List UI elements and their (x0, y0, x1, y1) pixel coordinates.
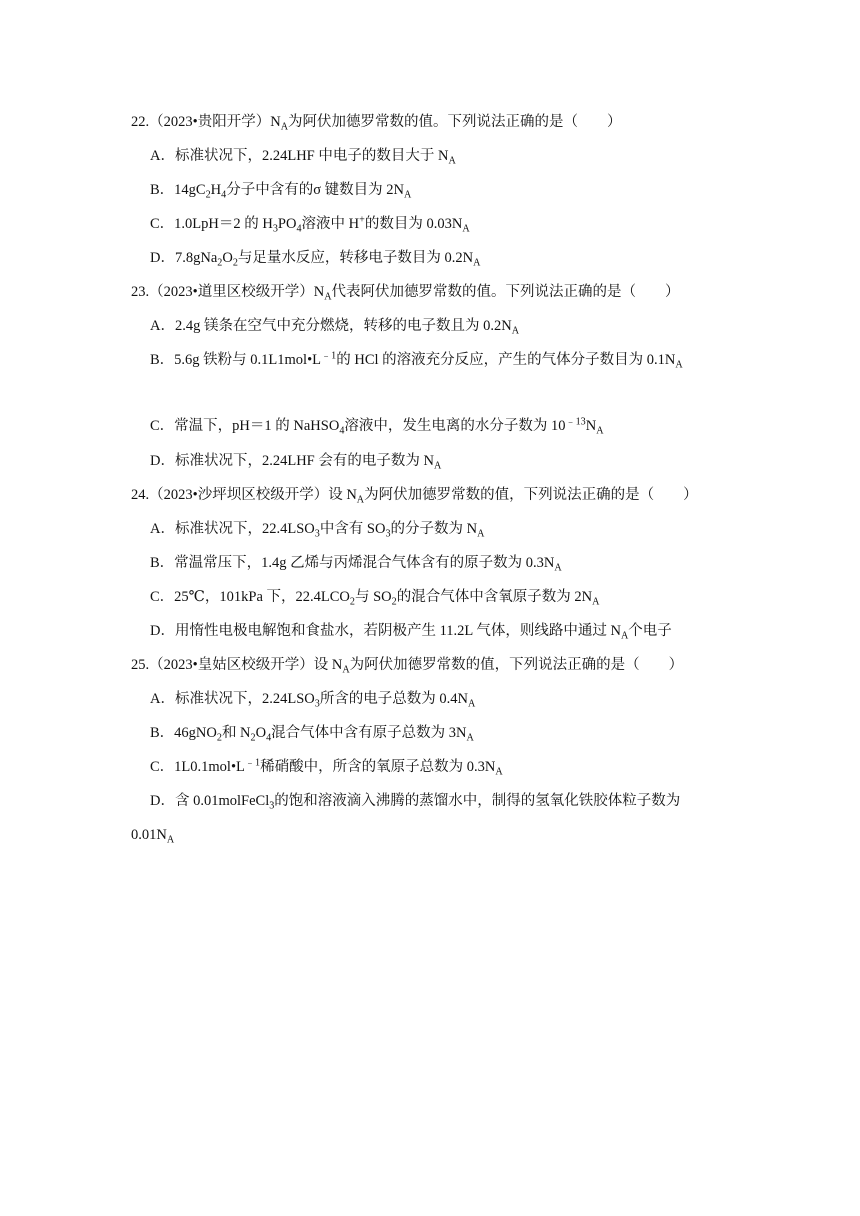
answer-option (150, 350, 683, 370)
text-run: O (222, 250, 233, 266)
answer-option (150, 791, 680, 811)
subscript: 3 (272, 223, 278, 235)
question-stem (131, 655, 683, 675)
text-run: 溶液中，发生电离的水分子数为 10 (344, 418, 566, 434)
subscript: A (620, 630, 629, 642)
text-run: A．2.4g 镁条在空气中充分燃烧，转移的电子数且为 0.2N (150, 318, 512, 334)
text-run: 23.（2023•道里区校级开学）N (131, 284, 325, 300)
text-run: 24.（2023•沙坪坝区校级开学）设 N (131, 487, 357, 503)
subscript: 3 (314, 698, 320, 710)
subscript: 3 (385, 528, 391, 540)
text-run: 的数目为 0.03N (364, 216, 463, 232)
superscript: ﹣1 (244, 757, 261, 769)
answer-option (150, 553, 562, 573)
text-run: 混合气体中含有原子总数为 3N (271, 725, 467, 741)
answer-option (150, 146, 456, 166)
text-run: 的混合气体中含氧原子数为 2N (396, 589, 593, 605)
subscript: 4 (339, 425, 345, 437)
answer-option (150, 757, 503, 777)
text-run: A．标准状况下，22.4LSO (150, 521, 315, 537)
text-run: N (585, 418, 597, 434)
subscript: 2 (205, 189, 211, 201)
subscript: A (592, 596, 600, 608)
question-stem (131, 282, 680, 302)
answer-option (150, 689, 475, 709)
subscript: A (462, 223, 470, 235)
text-run: C．1.0LpH＝2 的 H (150, 216, 273, 232)
subscript: 2 (217, 257, 223, 269)
answer-option (150, 416, 604, 436)
text-run: O (255, 725, 267, 741)
subscript: 4 (296, 223, 302, 235)
text-run: H (210, 182, 222, 198)
text-run: 个电子 (628, 623, 672, 639)
subscript: A (342, 664, 350, 676)
subscript: A (554, 562, 562, 574)
superscript: ﹣1 (321, 350, 337, 362)
text-run: B．5.6g 铁粉与 0.1L1mol•L (150, 352, 322, 368)
text-run: 的饱和溶液滴入沸腾的蒸馏水中，制得的氢氧化铁胶体粒子数为 (274, 793, 681, 809)
answer-option (150, 316, 519, 336)
subscript: A (511, 325, 520, 337)
subscript: 2 (391, 596, 397, 608)
subscript: 3 (269, 800, 275, 812)
subscript: A (477, 528, 485, 540)
answer-option (150, 587, 599, 607)
text-run: PO (277, 216, 297, 232)
text-run: 所含的电子总数为 0.4N (319, 691, 469, 707)
answer-option (150, 451, 441, 471)
superscript: + (359, 214, 365, 226)
text-run: 和 N (221, 725, 251, 741)
option-continuation (131, 825, 174, 845)
subscript: A (495, 766, 503, 778)
text-run: A．标准状况下，2.24LHF 中电子的数目大于 N (150, 148, 449, 164)
text-run: D．用惰性电极电解饱和食盐水，若阴极产生 11.2L 气体，则线路中通过 N (150, 623, 621, 639)
subscript: A (468, 698, 476, 710)
answer-option (150, 621, 672, 641)
subscript: A (280, 121, 288, 133)
text-run: 为阿伏加德罗常数的值，下列说法正确的是（ ） (364, 487, 698, 503)
text-run: D．含 0.01molFeCl (150, 793, 270, 809)
text-run: 22.（2023•贵阳开学）N (131, 114, 281, 130)
subscript: A (473, 257, 481, 269)
text-run: 中含有 SO (319, 521, 386, 537)
text-run: C．1L0.1mol•L (150, 759, 245, 775)
answer-option (150, 214, 470, 234)
text-run: A．标准状况下，2.24LSO (150, 691, 315, 707)
text-run: B．46gNO (150, 725, 217, 741)
text-run: D．标准状况下，2.24LHF 会有的电子数为 N (150, 453, 434, 469)
question-stem (131, 485, 698, 505)
subscript: A (324, 291, 332, 303)
text-run: C．25℃，101kPa 下，22.4LCO (150, 589, 350, 605)
subscript: 2 (250, 732, 256, 744)
subscript: A (596, 425, 604, 437)
answer-option (150, 519, 484, 539)
subscript: A (404, 189, 412, 201)
text-run: 25.（2023•皇姑区校级开学）设 N (131, 657, 343, 673)
superscript: ﹣13 (565, 416, 586, 428)
text-run: 0.01N (131, 827, 167, 843)
subscript: A (448, 155, 456, 167)
question-stem (131, 112, 622, 132)
subscript: 3 (314, 528, 320, 540)
subscript: 2 (232, 257, 238, 269)
text-run: 代表阿伏加德罗常数的值。下列说法正确的是（ ） (331, 284, 680, 300)
text-run: D．7.8gNa (150, 250, 218, 266)
subscript: A (356, 494, 365, 506)
text-run: 溶液中 H (301, 216, 360, 232)
answer-option (150, 723, 474, 743)
text-run: 稀硝酸中，所含的氧原子总数为 0.3N (260, 759, 496, 775)
text-run: 为阿伏加德罗常数的值，下列说法正确的是（ ） (349, 657, 684, 673)
answer-option (150, 180, 411, 200)
subscript: 2 (349, 596, 355, 608)
subscript: 2 (216, 732, 222, 744)
subscript: A (166, 834, 175, 846)
text-run: B．常温常压下，1.4g 乙烯与丙烯混合气体含有的原子数为 0.3N (150, 555, 555, 571)
subscript: A (675, 359, 683, 371)
answer-option (150, 248, 480, 268)
text-run: 为阿伏加德罗常数的值。下列说法正确的是（ ） (288, 114, 622, 130)
subscript: A (433, 460, 442, 472)
text-run: 的分子数为 N (390, 521, 478, 537)
text-run: C．常温下，pH＝1 的 NaHSO (150, 418, 340, 434)
text-run: 与 SO (354, 589, 392, 605)
text-run: 的 HCl 的溶液充分反应，产生的气体分子数目为 0.1N (336, 352, 676, 368)
subscript: A (466, 732, 474, 744)
subscript: 4 (266, 732, 272, 744)
subscript: 4 (221, 189, 227, 201)
text-run: B．14gC (150, 182, 206, 198)
text-run: 分子中含有的σ 键数目为 2N (226, 182, 404, 198)
text-run: 与足量水反应，转移电子数目为 0.2N (237, 250, 474, 266)
